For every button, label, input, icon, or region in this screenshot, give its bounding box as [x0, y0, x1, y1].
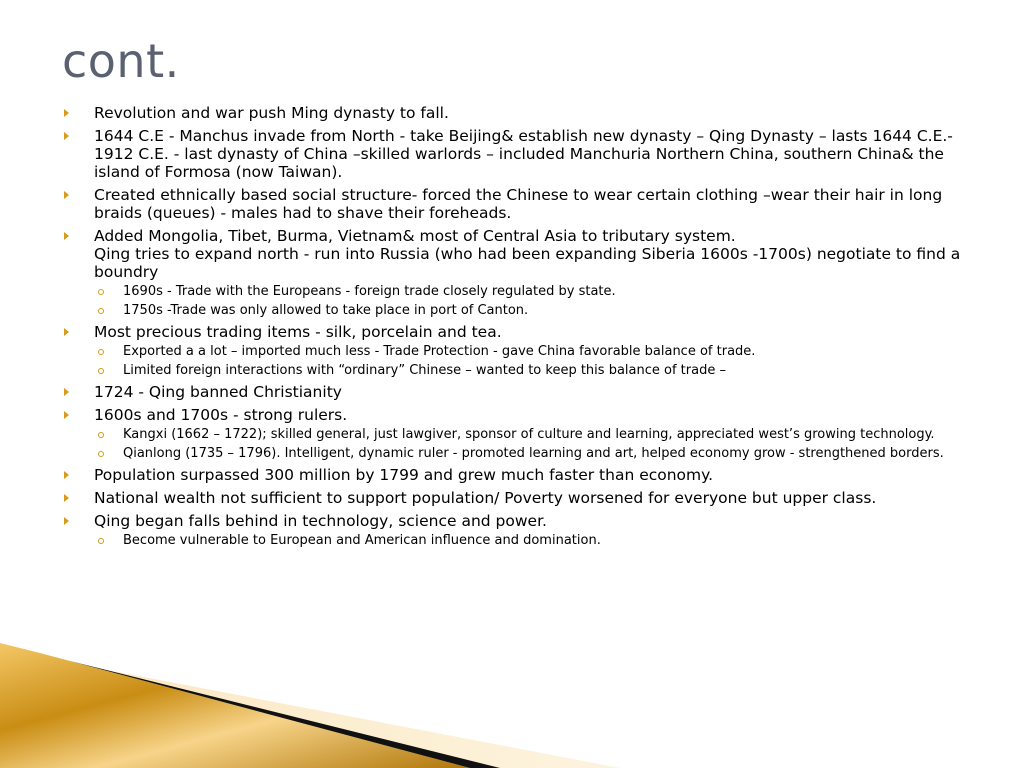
circle-bullet-icon: [98, 308, 104, 314]
bullet-item: [62, 323, 982, 378]
bullet-list: [62, 104, 982, 548]
bullet-text: Qing began falls behind in technology, science and power.: [94, 512, 547, 530]
sub-bullet-text: Kangxi (1662 – 1722); skilled general, just lawgiver, sponsor of culture and learning, appreciated west’s growing technology.: [123, 427, 935, 442]
gold-band: [0, 643, 470, 768]
bullet-text: Most precious trading items - silk, porcelain and tea.: [94, 323, 502, 341]
sub-bullet-text: Exported a a lot – imported much less - Trade Protection - gave China favorable balance of trade.: [123, 344, 756, 359]
bullet-text: Added Mongolia, Tibet, Burma, Vietnam& most of Central Asia to tributary system.: [94, 227, 736, 245]
bullet-text: Revolution and war push Ming dynasty to fall.: [94, 104, 449, 122]
sub-bullet-text: Limited foreign interactions with “ordinary” Chinese – wanted to keep this balance of trade –: [123, 363, 726, 378]
triangle-bullet-icon: [64, 191, 69, 199]
bullet-text: National wealth not sufficient to support population/ Poverty worsened for everyone but upper class.: [94, 489, 877, 507]
sub-bullet-item: [94, 303, 982, 318]
sub-bullet-item: [94, 446, 982, 461]
bullet-text: 1600s and 1700s - strong rulers.: [94, 406, 348, 424]
triangle-bullet-icon: [64, 471, 69, 479]
bullet-item: [62, 406, 982, 461]
sub-bullet-text: 1750s -Trade was only allowed to take place in port of Canton.: [123, 303, 529, 318]
bullet-item: [62, 466, 982, 484]
sub-bullet-item: [94, 533, 982, 548]
sub-bullet-text: Become vulnerable to European and American influence and domination.: [123, 533, 601, 548]
triangle-bullet-icon: [64, 411, 69, 419]
circle-bullet-icon: [98, 349, 104, 355]
sub-bullet-item: [94, 344, 982, 359]
bullet-item: [62, 186, 982, 222]
bullet-item: [62, 383, 982, 401]
sub-bullet-text: 1690s - Trade with the Europeans - foreign trade closely regulated by state.: [123, 284, 616, 299]
gold-swoosh-decoration: [0, 643, 1024, 768]
sub-bullet-item: [94, 284, 982, 299]
sub-bullet-text: Qianlong (1735 – 1796). Intelligent, dynamic ruler - promoted learning and art, helped economy grow - strengthened borders.: [123, 446, 944, 461]
bullet-item: [62, 227, 982, 318]
slide-content: [62, 104, 982, 553]
bullet-item: [62, 489, 982, 507]
circle-bullet-icon: [98, 432, 104, 438]
triangle-bullet-icon: [64, 517, 69, 525]
circle-bullet-icon: [98, 289, 104, 295]
triangle-bullet-icon: [64, 328, 69, 336]
sub-bullet-list: [94, 284, 982, 318]
sub-bullet-list: [94, 344, 982, 378]
bullet-text-continued: Qing tries to expand north - run into Russia (who had been expanding Siberia 1600s -1700s) negotiate to find a boundry: [94, 245, 961, 281]
bullet-item: [62, 127, 982, 181]
sub-bullet-list: [94, 427, 982, 461]
triangle-bullet-icon: [64, 494, 69, 502]
sub-bullet-list: [94, 533, 982, 548]
triangle-bullet-icon: [64, 109, 69, 117]
slide-title: cont.: [62, 34, 180, 88]
triangle-bullet-icon: [64, 232, 69, 240]
circle-bullet-icon: [98, 538, 104, 544]
sub-bullet-item: [94, 427, 982, 442]
triangle-bullet-icon: [64, 388, 69, 396]
bullet-text: Created ethnically based social structure- forced the Chinese to wear certain clothing –wear their hair in long braids (queues) - males had to shave their foreheads.: [94, 186, 943, 222]
bullet-text: Population surpassed 300 million by 1799 and grew much faster than economy.: [94, 466, 714, 484]
circle-bullet-icon: [98, 368, 104, 374]
triangle-bullet-icon: [64, 132, 69, 140]
bullet-item: [62, 104, 982, 122]
circle-bullet-icon: [98, 451, 104, 457]
sub-bullet-item: [94, 363, 982, 378]
bullet-text: 1644 C.E - Manchus invade from North - take Beijing& establish new dynasty – Qing Dynasty – lasts 1644 C.E.- 1912 C.E. - last dynasty of China –skilled warlords – included Manchuria Northern China, southern China& the island of Formosa (now Taiwan).: [94, 127, 953, 181]
bullet-item: [62, 512, 982, 548]
bullet-text: 1724 - Qing banned Christianity: [94, 383, 342, 401]
